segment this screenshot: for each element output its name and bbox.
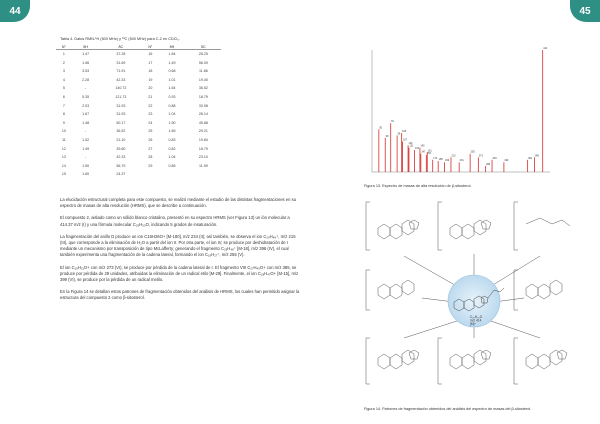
- table-cell: 3: [62, 69, 65, 74]
- table-cell: 17: [148, 60, 153, 65]
- peak-label: 289: [486, 162, 491, 166]
- table-cell: 31.93: [116, 112, 126, 117]
- table-cell: 1.50: [82, 163, 90, 168]
- table-cell: -: [84, 155, 87, 160]
- table-cell: 0.85: [168, 163, 176, 168]
- table-cell: 23.10: [198, 155, 208, 160]
- table-cell: 19.40: [198, 77, 208, 82]
- table-cell: 2: [62, 60, 65, 65]
- peak-label: 69: [385, 134, 389, 138]
- table-cell: 11: [62, 137, 66, 142]
- table-row: [56, 162, 221, 171]
- table-cell: -: [84, 129, 87, 134]
- peak-label: 107: [403, 138, 408, 142]
- table-cell: 1.56: [82, 60, 90, 65]
- table-cell: 21: [148, 94, 153, 99]
- table-cell: 0.88: [168, 103, 176, 108]
- table-header-cell: δH: [158, 44, 185, 50]
- table-cell: 37.28: [116, 52, 126, 56]
- peak-label: 185: [438, 158, 443, 162]
- peak-label: 145: [420, 144, 425, 148]
- paragraph-3: La fragmentación del anillo D produce un ion C16H26O+ [M-180], m/z 234 (II); así también, se observa el ion C₂₉H₄₈⁺, m/z 215 (III), que corresponde a la eliminación de H₂O a partir del ion II. Por otra parte, el ion IV, se produce por deshidratación de I mediante un mecanismo por transposición de tipo McLafferty; generando el fragmento C₂₉H₄₈⁺ [M-18], m/z 396 (IV), el cual también experimenta una fragmentación de la cadena lateral, formando el ion C₁₉H₂₇⁺, m/z 255 (V).: [60, 233, 296, 258]
- table-cell: 0.82: [168, 146, 176, 151]
- table-header-cell: N°: [142, 44, 158, 50]
- table-cell: 1.67: [82, 112, 90, 117]
- table-row: [56, 153, 221, 162]
- table-row: [56, 59, 221, 68]
- table-cell: 39.80: [116, 146, 126, 151]
- table-header-cell: δH: [72, 44, 99, 50]
- table-cell: 1.49: [82, 146, 90, 151]
- peak-label: 133: [414, 147, 419, 151]
- table-cell: 18.79: [198, 146, 208, 151]
- peak-label: 95: [397, 132, 401, 136]
- peak-label: 396: [534, 154, 539, 158]
- table-cell: 36.52: [116, 129, 126, 134]
- table-cell: 36.52: [198, 86, 208, 91]
- table-row: [56, 84, 221, 93]
- table-row: [56, 119, 221, 128]
- table-cell: 29: [148, 163, 153, 168]
- peak-label: 255: [470, 150, 475, 154]
- table-cell: 18.79: [198, 94, 208, 99]
- table-cell: 28: [148, 155, 153, 160]
- peak-label: 161: [427, 149, 432, 153]
- table-cell: 1.50: [168, 120, 176, 125]
- table-cell: [142, 170, 158, 179]
- table-cell: 140.72: [115, 86, 127, 91]
- table-cell: 1.52: [82, 137, 90, 142]
- table-cell: 7: [62, 103, 65, 108]
- table-row: [56, 67, 221, 76]
- table-header-cell: δC: [99, 44, 142, 50]
- table-cell: 26: [148, 137, 153, 142]
- table-row: [56, 136, 221, 145]
- table-cell: 121.73: [115, 94, 127, 99]
- table-cell: 56.09: [198, 60, 208, 65]
- table-cell: 16: [148, 52, 153, 56]
- table-cell: [158, 170, 185, 179]
- peak-label: 147: [421, 150, 426, 154]
- table-cell: 1.47: [82, 52, 90, 56]
- table-cell: 9: [62, 120, 65, 125]
- table-cell: 45.88: [198, 120, 208, 125]
- table-cell: 31.69: [116, 60, 126, 65]
- nmr-table: [56, 44, 221, 179]
- table-row: [56, 102, 221, 111]
- table-row: [56, 76, 221, 85]
- table-cell: 14: [61, 163, 66, 168]
- peak-label: 159: [426, 151, 431, 155]
- table-cell: 1.65: [168, 129, 176, 134]
- table-cell: 1.01: [168, 77, 176, 82]
- table-cell: 1.60: [82, 172, 90, 177]
- table-row: [56, 110, 221, 119]
- table-cell: 25: [148, 129, 153, 134]
- table-cell: -: [84, 86, 87, 91]
- peak-label: 81: [391, 120, 394, 124]
- table-cell: 15: [61, 172, 66, 177]
- figure-14-caption: Figura 14. Patrones de fragmentación obtenidos del análisis del espectro de masas del β-sitosterol.: [364, 407, 532, 411]
- table-cell: 5: [62, 86, 65, 91]
- table-row: [56, 50, 221, 59]
- table-cell: 6: [62, 94, 65, 99]
- table-cell: 71.91: [116, 69, 126, 74]
- table-cell: 19: [148, 77, 153, 82]
- table-cell: 50.17: [116, 120, 126, 125]
- table-row: [56, 93, 221, 102]
- svg-text:C₂₉H₅₀O m/z 414 [M]⁺: C₂₉H₅₀O m/z 414 [M]⁺: [470, 315, 483, 327]
- peak-label: 173: [433, 156, 438, 160]
- paragraph-1: La elucidación estructural completa para este compuesto, se realizó mediante el estudio de las distintas fragmentaciones en su espectro de masas de alta resolución (HRMS), que se describe a continuación.: [60, 197, 297, 209]
- table-cell: 24.37: [116, 172, 126, 177]
- table-cell: 21.10: [116, 137, 126, 142]
- table-row: [56, 127, 221, 136]
- table-cell: 42.33: [116, 77, 126, 82]
- peak-label: 105: [402, 129, 407, 133]
- table-cell: 56.79: [116, 163, 126, 168]
- peak-label: 303: [492, 156, 497, 160]
- table-cell: 1.49: [168, 60, 176, 65]
- page-number-left: 44: [0, 0, 30, 22]
- peak-label: 121: [409, 144, 414, 148]
- peak-label: 199: [445, 159, 450, 163]
- table-cell: 33.98: [198, 103, 208, 108]
- table-cell: 3.53: [82, 69, 90, 74]
- paragraph-4: El ion C₁₉H₃₁O+ con m/z 273 (VI), se produce por pérdida de la cadena lateral de I. El fragmento VIII C₂₇H₄₅O+ con m/z 385, se produce por pérdida de 29 unidades, atribuidas la eliminación de un radical etilo [M-29]. Finalmente, el ion C₂₈H₄₇O+ [M-15], m/z 399 (VI), se produce por la pérdida de un radical metilo.: [60, 264, 299, 283]
- table-cell: 29.21: [198, 129, 208, 134]
- table-cell: 1.64: [168, 86, 176, 91]
- table-cell: 23: [148, 112, 153, 117]
- table-cell: 31.93: [116, 103, 126, 108]
- table-cell: 2.03: [82, 103, 90, 108]
- table-cell: 8: [62, 112, 65, 117]
- table-cell: 11.86: [198, 69, 208, 74]
- figure-13-caption: Figura 13. Espectro de masas de alta resolución de β-sitosterol.: [364, 184, 472, 188]
- table-cell: 10: [61, 129, 66, 134]
- peak-label: 381: [528, 156, 533, 160]
- table-header-cell: δC: [186, 44, 221, 50]
- table-cell: [186, 170, 221, 179]
- table-row: [56, 170, 221, 179]
- table-cell: 0.83: [168, 137, 176, 142]
- page-number-right: 45: [570, 0, 600, 22]
- table-cell: 1: [62, 52, 65, 56]
- table-cell: 13: [61, 155, 66, 160]
- body-text: [60, 197, 300, 308]
- fragmentation-diagram: [364, 198, 582, 404]
- table-cell: 0.68: [168, 69, 176, 74]
- table-cell: 24: [148, 120, 153, 125]
- table-cell: 20: [148, 86, 153, 91]
- table-cell: 27: [148, 146, 153, 151]
- paragraph-2: El compuesto 2, aislado como un sólido blanco cristalino, presentó en su espectro HRMS (ver Figura 13) un ión molecular a 414.37 m/z (I) y una fórmula molecular C₂₉H₅₀O, indicando 5 grados de insaturación.: [60, 215, 290, 227]
- table-cell: 19.84: [198, 137, 208, 142]
- table-title: Tabla 4. Datos RMN-¹H (500 MHz) y ¹³C (500 MHz) para C-2 en CDCl₃.: [60, 37, 180, 41]
- table-cell: 0.93: [168, 94, 176, 99]
- peak-label: 55: [379, 126, 383, 130]
- table-cell: 12: [61, 146, 66, 151]
- peak-label: 273: [478, 154, 483, 158]
- table-cell: 18: [148, 69, 153, 74]
- table-cell: 26.14: [198, 112, 208, 117]
- peak-label: 329: [504, 159, 509, 163]
- peak-label: 231: [459, 159, 464, 163]
- table-cell: 11.99: [198, 163, 208, 168]
- table-cell: 1.48: [82, 120, 90, 125]
- table-cell: 1.04: [168, 112, 176, 117]
- table-header-cell: N°: [56, 44, 72, 50]
- table-cell: 1.04: [168, 155, 176, 160]
- table-cell: 22: [148, 103, 153, 108]
- peak-label: 213: [451, 154, 456, 158]
- table-cell: 4: [62, 77, 65, 82]
- table-cell: 2.28: [82, 77, 90, 82]
- paragraph-5: En la Figura 14 se detallan estos patrones de fragmentación obtenidos del análisis de HRMS, los cuales han permitido asignar la estructura del compuesto 2 como β-sitosterol.: [60, 289, 300, 301]
- peak-label: 414: [543, 47, 548, 50]
- table-cell: 1.84: [168, 52, 176, 56]
- mass-spectrum-chart: [364, 44, 556, 182]
- table-cell: 28.25: [198, 52, 208, 56]
- peak-label: 119: [408, 142, 413, 146]
- table-row: [56, 145, 221, 154]
- table-cell: 42.33: [116, 155, 126, 160]
- table-cell: 5.35: [82, 94, 90, 99]
